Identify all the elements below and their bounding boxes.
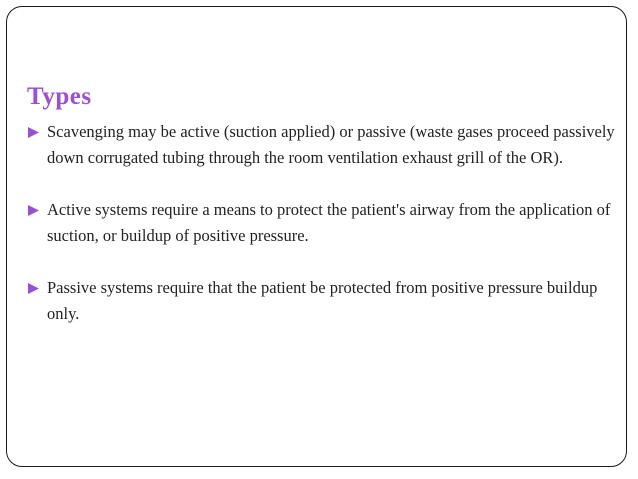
slide-title: Types: [27, 83, 92, 110]
bullet-text: Scavenging may be active (suction applied) or passive (waste gases proceed passively down corrugated tubing through the room ventilation exhaust grill of the OR).: [47, 122, 615, 167]
bullet-icon: [27, 126, 40, 139]
bullet-item: [27, 119, 617, 171]
slide-frame: [6, 6, 627, 467]
bullet-text: Passive systems require that the patient be protected from positive pressure buildup only.: [47, 278, 598, 323]
bullet-icon: [27, 282, 40, 295]
bullet-list: [27, 119, 617, 353]
bullet-item: [27, 275, 617, 327]
bullet-text: Active systems require a means to protect the patient's airway from the application of suction, or buildup of positive pressure.: [47, 200, 611, 245]
bullet-icon: [27, 204, 40, 217]
bullet-item: [27, 197, 617, 249]
